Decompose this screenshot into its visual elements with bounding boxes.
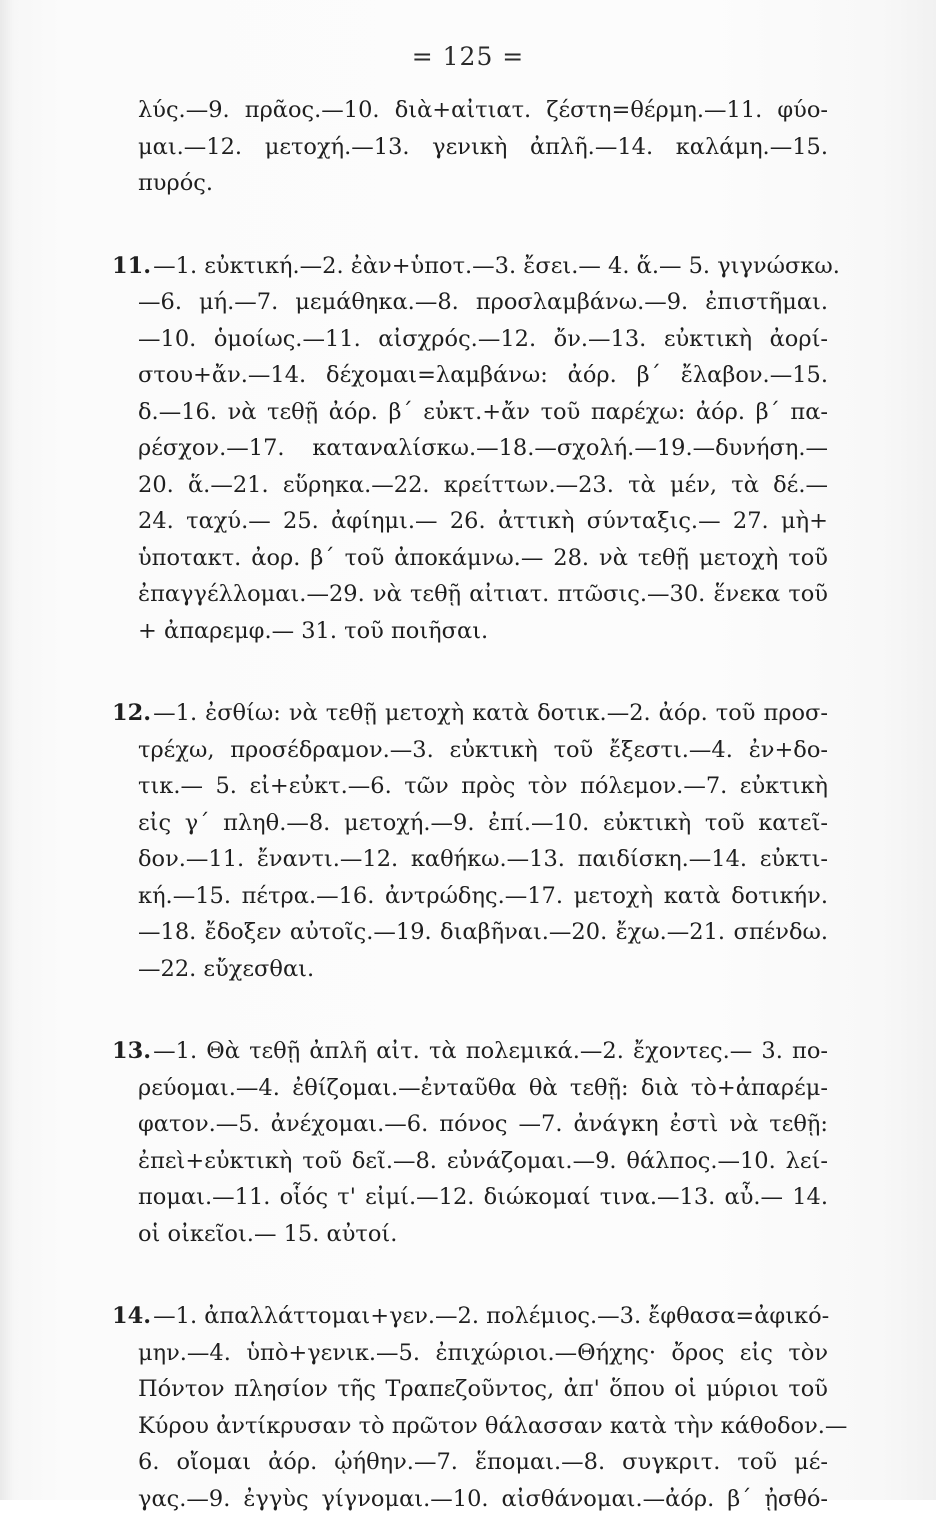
section-continuation — [138, 92, 828, 202]
text-line: —1. ἐσθίω: νὰ τεθῇ μετοχὴ κατὰ δοτικ.—2. ἀόρ. τοῦ προσ- — [153, 700, 828, 726]
text-line: φατον.—5. ἀνέχομαι.—6. πόνος —7. ἀνάγκη ἐστὶ νὰ τεθῇ: — [138, 1106, 828, 1143]
text-line: Πόντον πλησίον τῆς Τραπεζοῦντος, ἀπ' ὅπου οἱ μύριοι τοῦ — [138, 1371, 828, 1408]
text-line: —10. ὁμοίως.—11. αἰσχρός.—12. ὄν.—13. εὐκτικὴ ἀορί- — [138, 321, 828, 358]
text-line: γας.—9. ἐγγὺς γίγνομαι.—10. αἰσθάνομαι.—ἀόρ. β΄ ᾐσθό- — [138, 1481, 828, 1517]
text-line: ἐπεὶ+εὐκτικὴ τοῦ δεῖ.—8. εὐνάζομαι.—9. θάλπος.—10. λεί- — [138, 1143, 828, 1180]
text-line: —22. εὔχεσθαι. — [138, 951, 828, 988]
text-line: ἐπαγγέλλομαι.—29. νὰ τεθῇ αἰτιατ. πτῶσις.—30. ἕνεκα τοῦ — [138, 576, 828, 613]
text-line: 24. ταχύ.— 25. ἀφίημι.— 26. ἀττικὴ σύνταξις.— 27. μὴ+ — [138, 503, 828, 540]
text-line: πυρός. — [138, 165, 828, 202]
text-line: —18. ἔδοξεν αὐτοῖς.—19. διαβῆναι.—20. ἔχω.—21. σπένδω. — [138, 914, 828, 951]
section-number: 12. — [112, 695, 151, 732]
text-line: 6. οἴομαι ἀόρ. ᾠήθην.—7. ἕπομαι.—8. συγκριτ. τοῦ μέ- — [138, 1444, 828, 1481]
text-line: πομαι.—11. οἷός τ' εἰμί.—12. διώκομαί τινα.—13. αὖ.— 14. — [138, 1179, 828, 1216]
text-line: οἱ οἰκεῖοι.— 15. αὐτοί. — [138, 1216, 828, 1253]
text-line: μαι.—12. μετοχή.—13. γενικὴ ἀπλῆ.—14. καλάμη.—15. — [138, 129, 828, 166]
text-line-first — [138, 695, 828, 732]
text-line-first — [138, 1298, 828, 1335]
text-line: 20. ἅ.—21. εὕρηκα.—22. κρείττων.—23. τὰ μέν, τὰ δέ.— — [138, 467, 828, 504]
text-line: κή.—15. πέτρα.—16. ἀντρώδης.—17. μετοχὴ κατὰ δοτικήν. — [138, 878, 828, 915]
section-14 — [138, 1298, 828, 1517]
text-line: —1. Θὰ τεθῇ ἀπλῆ αἰτ. τὰ πολεμικά.—2. ἔχοντες.— 3. πο- — [153, 1038, 828, 1064]
text-line: —1. εὐκτική.—2. ἐὰν+ὑποτ.—3. ἔσει.— 4. ἅ.— 5. γιγνώσκω. — [153, 253, 840, 279]
section-13 — [138, 1033, 828, 1252]
text-line: ρεύομαι.—4. ἐθίζομαι.—ἐνταῦθα θὰ τεθῇ: διὰ τὸ+ἀπαρέμ- — [138, 1070, 828, 1107]
answer-key-text — [138, 92, 828, 1517]
text-line: ρέσχον.—17. καταναλίσκω.—18.—σχολή.—19.—δυνήση.— — [138, 430, 828, 467]
text-line: λύς.—9. πρᾶος.—10. διὰ+αἰτιατ. ζέστη=θέρμη.—11. φύο- — [138, 92, 828, 129]
text-line-first — [138, 248, 828, 285]
text-line: + ἀπαρεμφ.— 31. τοῦ ποιῆσαι. — [138, 613, 828, 650]
text-line: εἰς γ΄ πληθ.—8. μετοχή.—9. ἐπί.—10. εὐκτικὴ τοῦ κατεῖ- — [138, 805, 828, 842]
text-line: Κύρου ἀντίκρυσαν τὸ πρῶτον θάλασσαν κατὰ τὴν κάθοδον.— — [138, 1408, 828, 1445]
text-line: δον.—11. ἔναντι.—12. καθήκω.—13. παιδίσκη.—14. εὐκτι- — [138, 841, 828, 878]
section-number: 11. — [112, 248, 151, 285]
page-number: = 125 = — [0, 42, 936, 71]
text-line: στου+ἄν.—14. δέχομαι=λαμβάνω: ἀόρ. β΄ ἔλαβον.—15. — [138, 357, 828, 394]
text-line: ὑποτακτ. ἀορ. β΄ τοῦ ἀποκάμνω.— 28. νὰ τεθῇ μετοχὴ τοῦ — [138, 540, 828, 577]
text-line: δ.—16. νὰ τεθῇ ἀόρ. β΄ εὐκτ.+ἄν τοῦ παρέχω: ἀόρ. β΄ πα- — [138, 394, 828, 431]
text-line-first — [138, 1033, 828, 1070]
section-11 — [138, 248, 828, 650]
text-line: —1. ἀπαλλάττομαι+γεν.—2. πολέμιος.—3. ἔφθασα=ἀφικό- — [153, 1303, 829, 1329]
text-line: μην.—4. ὑπὸ+γενικ.—5. ἐπιχώριοι.—Θήχης· ὄρος εἰς τὸν — [138, 1335, 828, 1372]
section-12 — [138, 695, 828, 987]
text-line: —6. μή.—7. μεμάθηκα.—8. προσλαμβάνω.—9. ἐπιστῆμαι. — [138, 284, 828, 321]
text-line: τικ.— 5. εἰ+εὐκτ.—6. τῶν πρὸς τὸν πόλεμον.—7. εὐκτικὴ — [138, 768, 828, 805]
text-line: τρέχω, προσέδραμον.—3. εὐκτικὴ τοῦ ἔξεστι.—4. ἐν+δο- — [138, 732, 828, 769]
section-number: 13. — [112, 1033, 151, 1070]
section-number: 14. — [112, 1298, 151, 1335]
